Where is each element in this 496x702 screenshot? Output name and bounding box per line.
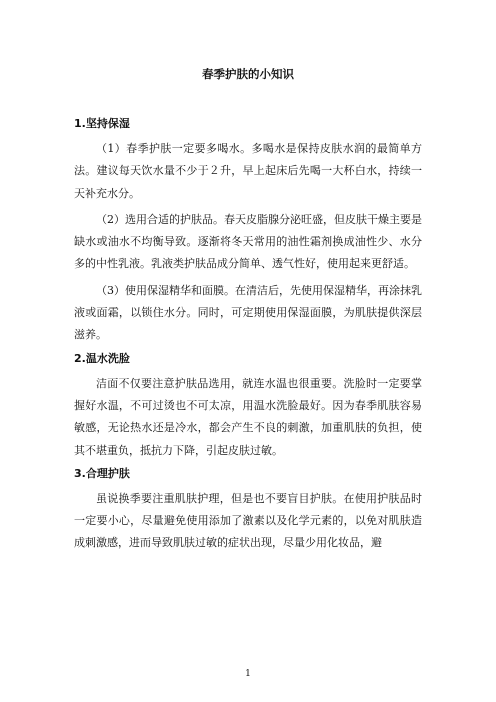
document-title: 春季护肤的小知识 <box>202 67 294 81</box>
section-heading: 1.坚持保湿 <box>74 117 130 130</box>
section-heading: 2.温水洗脸 <box>74 351 130 365</box>
section-proper-care <box>74 466 422 555</box>
paragraph: （1）春季护肤一定要多喝水。多喝水是保持皮肤水润的最简单方法。建议每天饮水量不少于２升，早上起床后先喝一大杯白水，持续一天补充水分。 <box>74 142 422 200</box>
paragraph: 洁面不仅要注意护肤品选用，就连水温也很重要。洗脸时一定要掌握好水温，不可过烫也不可太凉，用温水洗脸最好。因为春季肌肤容易敏感，无论热水还是冷水，都会产生不良的刺激，加重肌肤的负担，使其不堪重负，抵抗力下降，引起皮肤过敏。 <box>74 376 422 457</box>
section-warm-water <box>74 351 422 462</box>
paragraph: （2）选用合适的护肤品。春天皮脂腺分泌旺盛，但皮肤干燥主要是缺水或油水不均衡导致。逐渐将冬天常用的油性霜剂换成油性少、水分多的中性乳液。乳液类护肤品成分简单、透气性好，使用起来更舒适。 <box>74 212 422 271</box>
document-body <box>74 66 422 559</box>
page-number: 1 <box>245 669 251 679</box>
paragraph: （3）使用保湿精华和面膜。在清洁后，先使用保湿精华，再涂抹乳液或面霜，以锁住水分。同时，可定期使用保湿面膜，为肌肤提供深层滋养。 <box>74 283 422 342</box>
paragraph: 虽说换季要注重肌肤护理，但是也不要盲目护肤。在使用护肤品时一定要小心，尽量避免使用添加了激素以及化学元素的，以免对肌肤造成刺激感，进而导致肌肤过敏的症状出现，尽量少用化妆品，避 <box>74 491 422 550</box>
section-heading: 3.合理护肤 <box>74 466 130 480</box>
section-moisturize <box>74 116 422 347</box>
